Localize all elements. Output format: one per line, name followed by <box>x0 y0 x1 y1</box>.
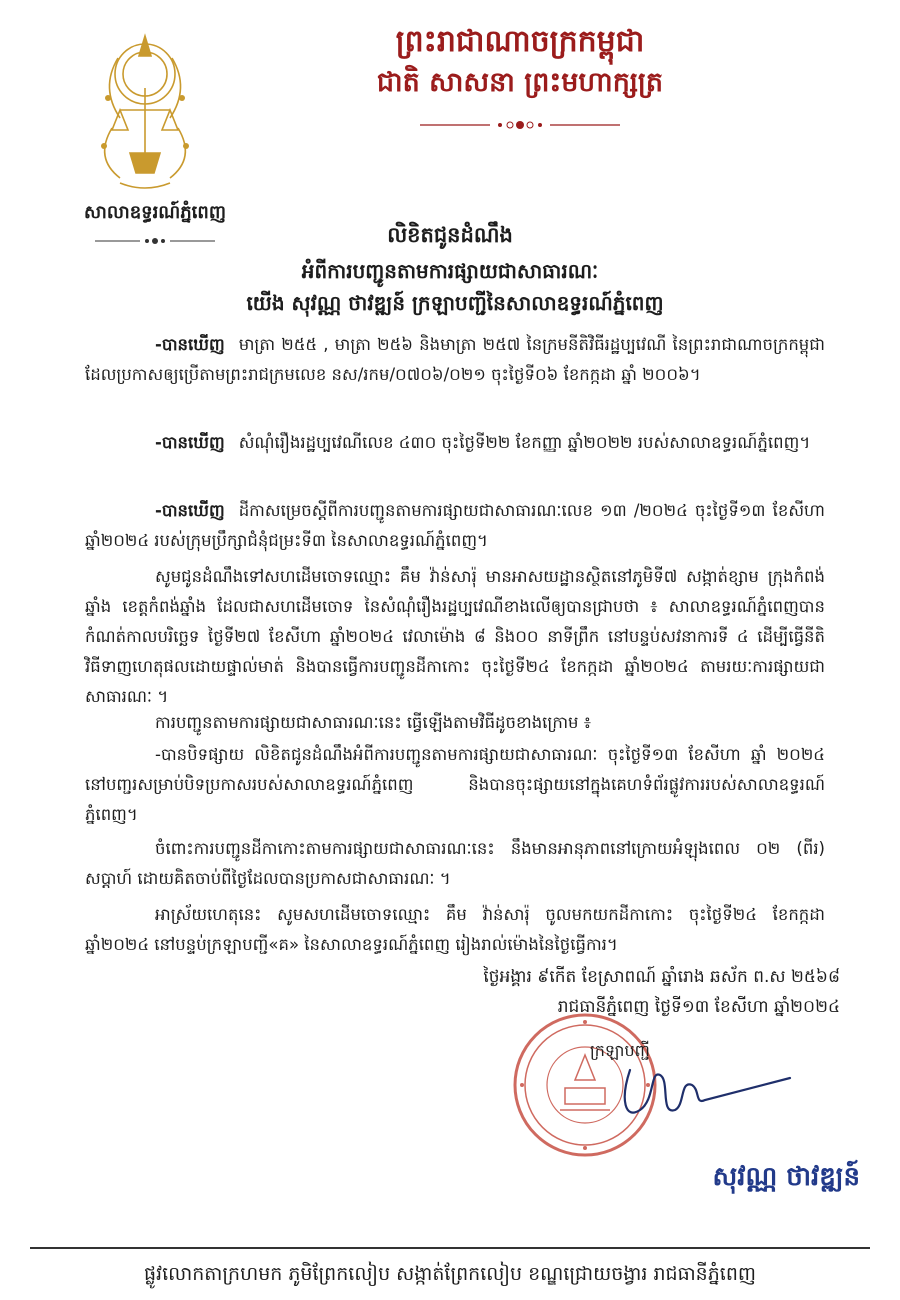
body-paragraph-posting <box>85 740 825 830</box>
seen-label: -បានឃើញ <box>155 501 225 520</box>
court-emblem-icon <box>90 28 200 198</box>
header-ornament-icon <box>420 118 620 132</box>
seen-text: មាត្រា ២៥៥ , មាត្រា ២៥៦ និងមាត្រា ២៥៧ នៃក្រមនីតិវិធីរដ្ឋប្បវេណី នៃព្រះរាជាណាចក្រកម្ពុជា ដែលប្រកាសឲ្យប្រើតាមព្រះរាជក្រមលេខ នស/រកម/០៧០៦/០២១ ចុះថ្ងៃទី០៦ ខែកក្កដា ឆ្នាំ ២០០៦។ <box>85 335 825 384</box>
court-ornament-icon <box>95 236 215 246</box>
signer-name: សុវណ្ណ ថាវឌ្ឍន៍ <box>712 1162 860 1192</box>
footer-divider <box>30 1247 870 1249</box>
seen-clause-1 <box>85 330 825 390</box>
body-paragraph-notice <box>85 562 825 712</box>
seen-text: ដីកាសម្រេចស្តីពីការបញ្ជូនតាមការផ្សាយជាសាធារណៈលេខ ១៣ /២០២៤ ចុះថ្ងៃទី១៣ ខែសីហា ឆ្នាំ២០២៤ របស់ក្រុមប្រឹក្សាជំនុំជម្រះទី៣ នៃសាលាឧទ្ធរណ៍ភ្នំពេញ។ <box>85 501 825 550</box>
body-text: ការបញ្ជូនតាមការផ្សាយជាសាធារណៈនេះ ធ្វើឡើងតាមវិធីដូចខាងក្រោម ៖ <box>155 713 592 732</box>
body-text: ចំពោះការបញ្ជូនដីកាកោះតាមការផ្សាយជាសាធារណៈនេះ នឹងមានអានុភាពនៅក្រោយអំឡុងពេល ០២ (ពីរ) សប្តាហ៍ ដោយគិតចាប់ពីថ្ងៃដែលបានប្រកាសជាសាធារណៈ ។ <box>85 839 825 888</box>
body-paragraph-method <box>85 708 825 738</box>
court-name: សាលាឧទ្ធរណ៍ភ្នំពេញ <box>84 202 226 223</box>
signature-icon <box>600 1050 800 1130</box>
body-text: -បានបិទផ្សាយ លិខិតជូនដំណឹងអំពីការបញ្ជូនតាមការផ្សាយជាសាធារណៈ ចុះថ្ងៃទី១៣ ខែសីហា ឆ្នាំ ២០២៤ នៅបញ្ជរសម្រាប់បិទប្រកាសរបស់សាលាឧទ្ធរណ៍ភ្នំពេញ និងបានចុះផ្សាយនៅក្នុងគេហទំព័រផ្លូវការរបស់សាលាឧទ្ធរណ៍ភ្នំពេញ។ <box>85 745 825 824</box>
seen-label: -បានឃើញ <box>155 433 225 452</box>
body-paragraph-request <box>85 900 825 960</box>
footer-address: ផ្លូវលោកតាក្រហមក ភូមិព្រែកលៀប សង្កាត់ព្រែកលៀប ខណ្ឌជ្រោយចង្វារ រាជធានីភ្នំពេញ <box>144 1263 756 1285</box>
seen-text: សំណុំរឿងរដ្ឋប្បវេណីលេខ ៤៣០ ចុះថ្ងៃទី២២ ខែកញ្ញា ឆ្នាំ២០២២ របស់សាលាឧទ្ធរណ៍ភ្នំពេញ។ <box>238 433 811 452</box>
seen-clause-2 <box>85 428 825 458</box>
body-text: អាស្រ័យហេតុនេះ សូមសហដើមចោទឈ្មោះ គឹម វ៉ាន់សារ៉ុ ចូលមកយកដីកាកោះ ចុះថ្ងៃទី២៤ ខែកក្កដា ឆ្នាំ២០២៤ នៅបន្ទប់ក្រឡាបញ្ជី«គ» នៃសាលាឧទ្ធរណ៍ភ្នំពេញ រៀងរាល់ម៉ោងនៃថ្ងៃធ្វើការ។ <box>85 905 825 954</box>
seen-label: -បានឃើញ <box>155 335 225 354</box>
body-paragraph-effect <box>85 834 825 894</box>
document-title: លិខិតជូនដំណឹង <box>387 223 513 247</box>
date-solar: រាជធានីភ្នំពេញ ថ្ងៃទី១៣ ខែសីហា ឆ្នាំ២០២៤ <box>557 997 840 1017</box>
national-motto: ជាតិ សាសនា ព្រះមហាក្សត្រ <box>376 67 664 98</box>
issuer-line: យើង សុវណ្ណ ថាវឌ្ឍន៍ ក្រឡាបញ្ជីនៃសាលាឧទ្ធរណ៍ភ្នំពេញ <box>246 291 664 315</box>
seen-clause-3 <box>85 496 825 556</box>
kingdom-heading: ព្រះរាជាណាចក្រកម្ពុជា <box>395 24 645 59</box>
document-subtitle: អំពីការបញ្ជូនតាមការផ្សាយជាសាធារណៈ <box>301 259 599 283</box>
date-lunar: ថ្ងៃអង្គារ ៩កើត ខែស្រាពណ៍ ឆ្នាំរោង ឆស័ក ព.ស ២៥៦៨ <box>483 967 840 987</box>
signer-role: ក្រឡាបញ្ជី <box>590 1041 650 1060</box>
body-text: សូមជូនដំណឹងទៅសហដើមចោទឈ្មោះ គឹម វ៉ាន់សារ៉ុ មានអាសយដ្ឋានស្ថិតនៅភូមិទី៧ សង្កាត់ខ្សាម ក្រុងកំពង់ឆ្នាំង ខេត្តកំពង់ឆ្នាំង ដែលជាសហដើមចោទ នៃសំណុំរឿងរដ្ឋប្បវេណីខាងលើឲ្យបានជ្រាបថា ៖ សាលាឧទ្ធរណ៍ភ្នំពេញបានកំណត់កាលបរិច្ឆេទ ថ្ងៃទី២៧ ខែសីហា ឆ្នាំ២០២៤ វេលាម៉ោង ៨ និង០០ នាទីព្រឹក នៅបន្ទប់សវនាការទី ៤ ដើម្បីធ្វើនីតិវិធីទាញហេតុផលដោយផ្ទាល់មាត់ និងបានធ្វើការបញ្ជូនដីកាកោះ ចុះថ្ងៃទី២៤ ខែកក្កដា ឆ្នាំ២០២៤ តាមរយៈការផ្សាយជាសាធារណៈ ។ <box>85 567 825 706</box>
